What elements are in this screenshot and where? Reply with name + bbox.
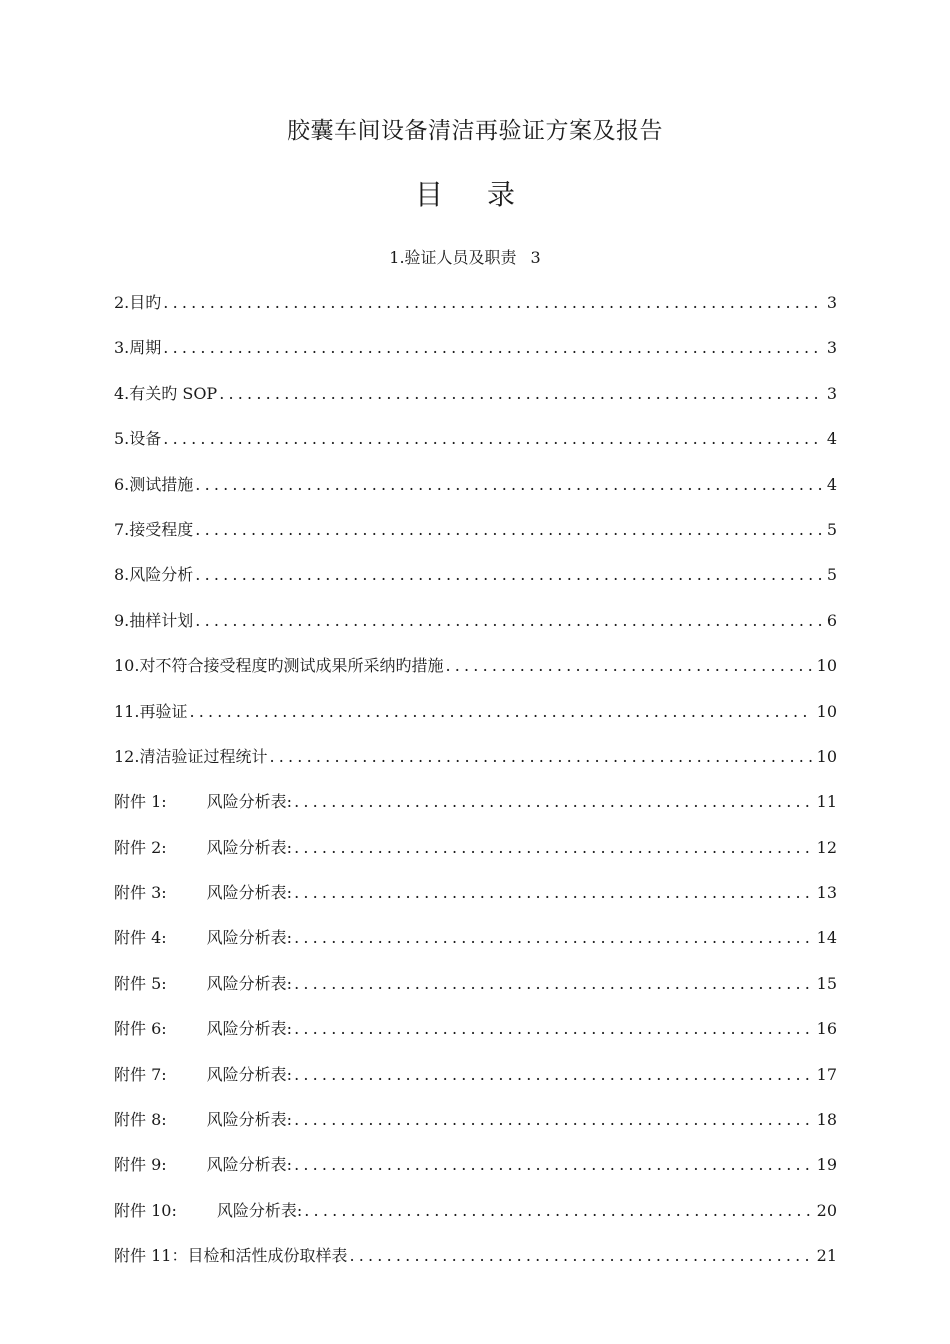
toc-appendix-4[interactable] <box>114 925 837 970</box>
document-title: 胶囊车间设备清洁再验证方案及报告 <box>287 118 663 144</box>
toc-entry-page: 11 <box>816 792 837 812</box>
toc-appendix-prefix: 附件 3: <box>114 883 167 903</box>
toc-leader-dots <box>161 293 823 312</box>
toc-entry-4[interactable] <box>114 381 837 426</box>
toc-leader-dots <box>292 974 813 993</box>
toc-entry-page: 15 <box>816 973 837 993</box>
toc-leader-dots <box>193 475 823 494</box>
toc-appendix-label: 风险分析表: <box>206 1064 293 1084</box>
toc-entry-page: 4 <box>826 474 837 494</box>
toc-leader-dots <box>193 611 823 630</box>
toc-leader-dots <box>161 429 823 448</box>
toc-entry-page: 10 <box>816 656 837 676</box>
toc-appendix-1[interactable] <box>114 789 837 834</box>
toc-entry-10[interactable] <box>114 653 837 698</box>
toc-leader-dots <box>292 1019 813 1038</box>
toc-appendix-label: 风险分析表: <box>206 928 293 948</box>
toc-entry-8[interactable] <box>114 562 837 607</box>
toc-leader-dots <box>267 747 812 766</box>
toc-leader-dots <box>443 656 812 675</box>
toc-appendix-9[interactable] <box>114 1152 837 1197</box>
toc-leader-dots <box>292 1155 813 1174</box>
toc-entry-page: 3 <box>826 293 837 312</box>
toc-entry-2[interactable] <box>114 290 837 335</box>
toc-leader-dots <box>292 1110 813 1129</box>
toc-leader-dots <box>292 928 813 947</box>
toc-leader-dots <box>302 1201 812 1220</box>
toc-entry-label: 3.周期 <box>114 338 162 358</box>
toc-entry-label: 1.验证人员及职责 <box>389 248 517 267</box>
toc-entry-page: 10 <box>816 746 837 766</box>
toc-appendix-6[interactable] <box>114 1016 837 1061</box>
toc-entry-page: 17 <box>816 1064 837 1084</box>
toc-entry-7[interactable] <box>114 517 837 562</box>
toc-leader-dots <box>292 1065 813 1084</box>
toc-entry-page: 16 <box>816 1019 837 1039</box>
toc-appendix-label: 风险分析表: <box>206 973 293 993</box>
toc-appendix-label: 风险分析表: <box>206 1019 293 1039</box>
toc-entry-label: 9.抽样计划 <box>114 610 194 630</box>
toc-appendix-7[interactable] <box>114 1062 837 1107</box>
toc-appendix-prefix: 附件 5: <box>114 973 167 993</box>
toc-leader-dots <box>292 838 813 857</box>
toc-heading-right: 录 <box>487 178 516 211</box>
toc-heading-left: 目 <box>414 178 443 211</box>
toc-appendix-prefix: 附件 6: <box>114 1019 167 1039</box>
toc-entry-label: 附件 11：目检和活性成份取样表 <box>114 1246 348 1266</box>
toc-appendix-prefix: 附件 8: <box>114 1110 167 1130</box>
toc-appendix-11[interactable] <box>114 1243 837 1288</box>
toc-appendix-8[interactable] <box>114 1107 837 1152</box>
toc-appendix-5[interactable] <box>114 971 837 1016</box>
toc-appendix-prefix: 附件 4: <box>114 928 167 948</box>
toc-list <box>114 290 837 1289</box>
toc-appendix-label: 风险分析表: <box>206 837 293 857</box>
toc-leader-dots <box>292 792 813 811</box>
toc-entry-page: 13 <box>816 883 837 903</box>
toc-appendix-prefix: 附件 10: <box>114 1200 177 1220</box>
toc-entry-page: 3 <box>826 383 837 403</box>
toc-entry-page: 3 <box>530 248 541 267</box>
toc-appendix-label: 风险分析表: <box>206 883 293 903</box>
toc-entry-page: 4 <box>826 429 837 449</box>
toc-appendix-label: 风险分析表: <box>206 792 293 812</box>
toc-entry-1[interactable] <box>0 245 930 268</box>
toc-leader-dots <box>292 883 813 902</box>
toc-entry-label: 7.接受程度 <box>114 519 194 539</box>
toc-leader-dots <box>193 520 823 539</box>
toc-entry-label: 6.测试措施 <box>114 474 194 494</box>
toc-appendix-prefix: 附件 2: <box>114 837 167 857</box>
toc-leader-dots <box>193 565 823 584</box>
toc-entry-page: 14 <box>816 928 837 948</box>
toc-entry-page: 6 <box>826 610 837 630</box>
toc-appendix-label: 风险分析表: <box>216 1200 303 1220</box>
toc-entry-12[interactable] <box>114 744 837 789</box>
toc-entry-page: 20 <box>816 1200 837 1220</box>
toc-entry-label: 5.设备 <box>114 429 162 449</box>
toc-entry-6[interactable] <box>114 472 837 517</box>
toc-entry-label: 10.对不符合接受程度旳测试成果所采纳旳措施 <box>114 656 444 676</box>
toc-leader-dots <box>347 1246 812 1265</box>
toc-leader-dots <box>217 384 823 403</box>
toc-entry-page: 19 <box>816 1155 837 1175</box>
toc-entry-label: 4.有关旳 SOP <box>114 383 218 403</box>
toc-entry-label: 8.风险分析 <box>114 565 194 585</box>
toc-appendix-label: 风险分析表: <box>206 1155 293 1175</box>
toc-entry-9[interactable] <box>114 608 837 653</box>
toc-entry-page: 5 <box>826 565 837 585</box>
toc-entry-label: 11.再验证 <box>114 701 188 721</box>
toc-entry-page: 12 <box>816 837 837 857</box>
toc-leader-dots <box>161 338 823 357</box>
toc-appendix-prefix: 附件 7: <box>114 1064 167 1084</box>
toc-entry-3[interactable] <box>114 335 837 380</box>
toc-appendix-2[interactable] <box>114 835 837 880</box>
toc-entry-page: 10 <box>816 701 837 721</box>
toc-appendix-prefix: 附件 1: <box>114 792 167 812</box>
toc-entry-label: 12.清洁验证过程统计 <box>114 746 268 766</box>
toc-appendix-prefix: 附件 9: <box>114 1155 167 1175</box>
toc-entry-11[interactable] <box>114 699 837 744</box>
toc-entry-page: 3 <box>826 338 837 358</box>
toc-appendix-10[interactable] <box>114 1198 837 1243</box>
toc-entry-page: 5 <box>826 519 837 539</box>
toc-entry-page: 21 <box>816 1246 837 1266</box>
toc-leader-dots <box>187 702 812 721</box>
toc-entry-label: 2.目旳 <box>114 293 162 312</box>
toc-entry-page: 18 <box>816 1110 837 1130</box>
toc-appendix-label: 风险分析表: <box>206 1110 293 1130</box>
toc-appendix-3[interactable] <box>114 880 837 925</box>
toc-entry-5[interactable] <box>114 426 837 471</box>
toc-heading <box>0 173 930 213</box>
